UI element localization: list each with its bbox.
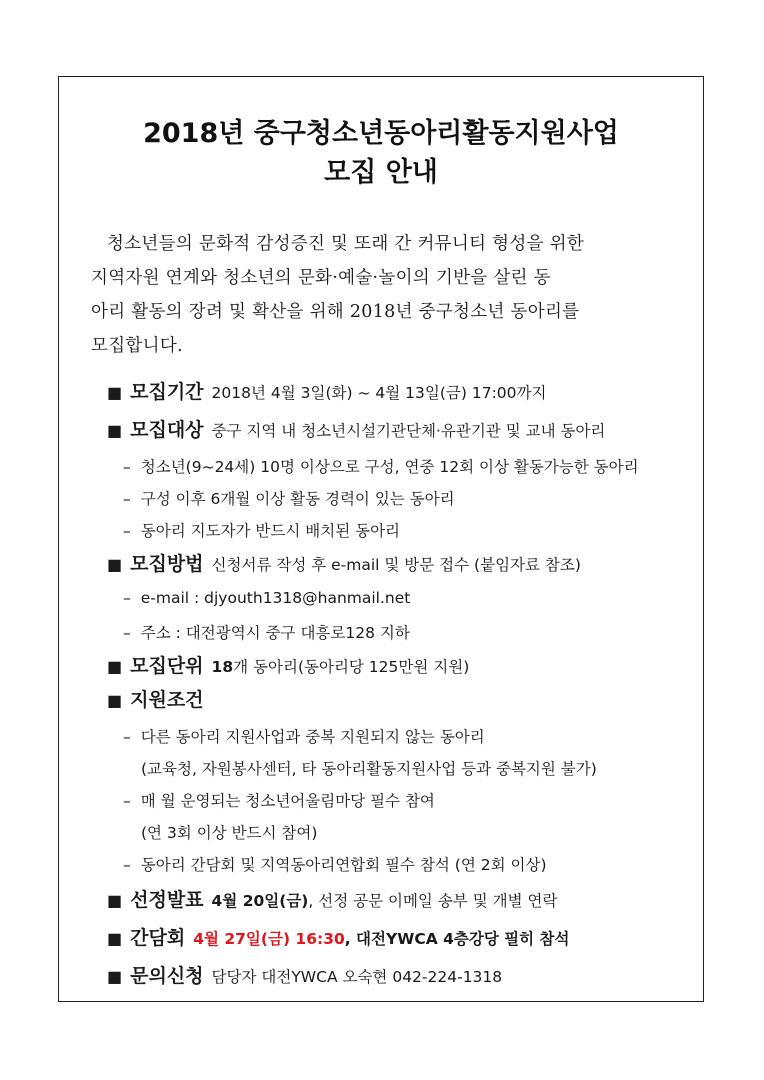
- list-item: – 다른 동아리 지원사업과 중복 지원되지 않는 동아리: [123, 728, 485, 746]
- section-heading: 모집방법: [130, 553, 204, 575]
- intro-paragraph: [91, 227, 671, 363]
- address-line: – 주소 : 대전광역시 중구 대흥로128 지하: [123, 624, 410, 642]
- list-item: – 동아리 간담회 및 지역동아리연합회 필수 참석 (연 2회 이상): [123, 856, 547, 874]
- section-conditions: [107, 685, 204, 712]
- unit-count: 18: [211, 658, 234, 676]
- announce-date: 4월 20일(금): [211, 892, 309, 910]
- bullet-square-icon: ■: [107, 421, 123, 440]
- section-value: 중구 지역 내 청소년시설기관단체·유관기관 및 교내 동아리: [211, 422, 606, 440]
- intro-line: 청소년들의 문화적 감성증진 및 또래 간 커뮤니티 형성을 위한: [107, 234, 585, 254]
- list-item: – 청소년(9~24세) 10명 이상으로 구성, 연중 12회 이상 활동가능한 동아리: [123, 458, 639, 476]
- section-meeting: [107, 923, 569, 950]
- notice-frame: [58, 76, 704, 1002]
- section-target: [107, 415, 605, 442]
- list-item-note: (교육청, 자원봉사센터, 타 동아리활동지원사업 등과 중복지원 불가): [141, 760, 597, 778]
- section-announce: [107, 885, 557, 912]
- section-method: [107, 549, 581, 576]
- section-value: 개 동아리(동아리당 125만원 지원): [233, 658, 470, 676]
- section-value: 신청서류 작성 후 e-mail 및 방문 접수 (붙임자료 참조): [211, 556, 581, 574]
- bullet-square-icon: ■: [107, 929, 123, 948]
- intro-line: 지역자원 연계와 청소년의 문화·예술·놀이의 기반을 살린 동: [91, 268, 551, 288]
- page-title: 2018년 중구청소년동아리활동지원사업: [143, 118, 619, 149]
- list-item: – 구성 이후 6개월 이상 활동 경력이 있는 동아리: [123, 490, 455, 508]
- bullet-square-icon: ■: [107, 691, 123, 710]
- bullet-square-icon: ■: [107, 657, 123, 676]
- meeting-datetime: 4월 27일(금) 16:30: [193, 930, 345, 948]
- section-value: 2018년 4월 3일(화) ~ 4월 13일(금) 17:00까지: [211, 384, 547, 402]
- section-heading: 모집대상: [130, 419, 204, 441]
- section-heading: 지원조건: [130, 689, 204, 711]
- page-subtitle: 모집 안내: [324, 157, 438, 188]
- email-line: – e-mail : djyouth1318@hanmail.net: [123, 589, 411, 607]
- list-item: – 동아리 지도자가 반드시 배치된 동아리: [123, 522, 401, 540]
- section-heading: 모집기간: [130, 381, 204, 403]
- bullet-square-icon: ■: [107, 891, 123, 910]
- intro-line: 아리 활동의 장려 및 확산을 위해 2018년 중구청소년 동아리를: [91, 302, 580, 322]
- section-period: [107, 377, 546, 404]
- bullet-square-icon: ■: [107, 555, 123, 574]
- meeting-location: , 대전YWCA 4층강당 필히 참석: [344, 930, 570, 948]
- bullet-square-icon: ■: [107, 383, 123, 402]
- section-heading: 간담회: [130, 927, 186, 949]
- section-heading: 모집단위: [130, 655, 204, 677]
- section-inquiry: [107, 961, 502, 988]
- list-item: – 매 월 운영되는 청소년어울림마당 필수 참여: [123, 792, 435, 810]
- contact-info: 담당자 대전YWCA 오숙현 042-224-1318: [211, 968, 503, 986]
- section-heading: 선정발표: [130, 889, 204, 911]
- intro-line: 모집합니다.: [91, 336, 183, 356]
- list-item-note: (연 3회 이상 반드시 참여): [141, 824, 318, 842]
- bullet-square-icon: ■: [107, 967, 123, 986]
- section-value: , 선정 공문 이메일 송부 및 개별 연락: [308, 892, 558, 910]
- section-heading: 문의신청: [130, 965, 204, 987]
- section-unit: [107, 651, 469, 678]
